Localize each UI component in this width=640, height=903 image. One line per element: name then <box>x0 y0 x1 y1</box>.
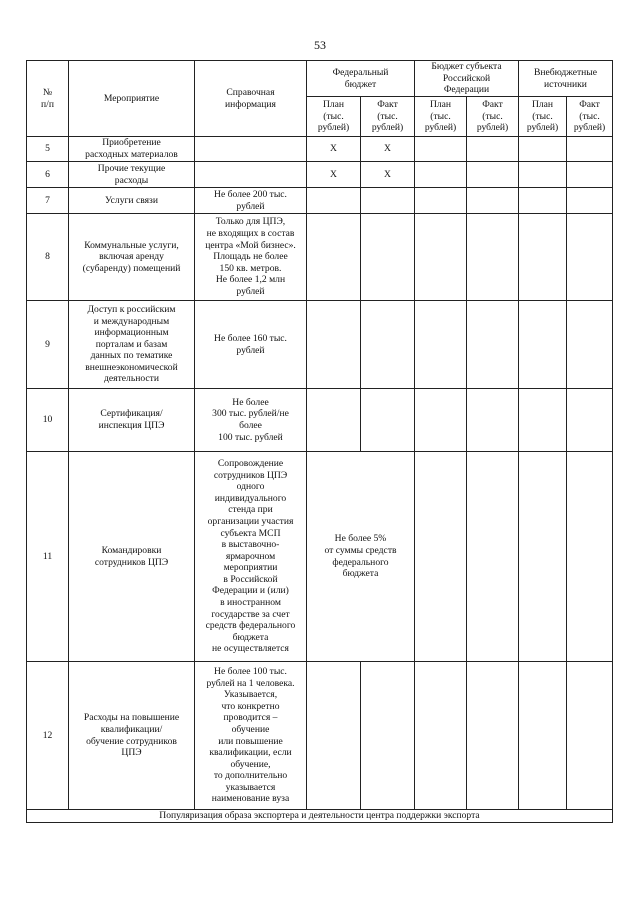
header-reg-fact: Факт (тыс. рублей) <box>467 97 519 137</box>
row-measure: Приобретение расходных материалов <box>69 137 195 162</box>
row-ext-fact <box>567 452 613 662</box>
row-measure: Коммунальные услуги, включая аренду (субаренду) помещений <box>69 214 195 301</box>
row-reg-fact <box>467 137 519 162</box>
row-reg-fact <box>467 662 519 810</box>
table-row <box>27 188 613 214</box>
header-reg-plan: План (тыс. рублей) <box>415 97 467 137</box>
section-row <box>27 810 613 823</box>
row-reg-plan <box>415 214 467 301</box>
row-reg-fact <box>467 389 519 452</box>
header-measure: Мероприятие <box>69 61 195 137</box>
row-reg-fact <box>467 452 519 662</box>
row-ext-fact <box>567 188 613 214</box>
row-reg-fact <box>467 301 519 389</box>
row-info: Сопровождение сотрудников ЦПЭ одного индивидуального стенда при организации участия субъекта МСП в выставочно- ярмарочном мероприятии в Российской Федерации и (или) в иностранном государстве за счет средств федерального бюджета не осуществляется <box>195 452 307 662</box>
header-federal: Федеральный бюджет <box>307 61 415 97</box>
row-ext-fact <box>567 137 613 162</box>
table-row <box>27 662 613 810</box>
header-info: Справочная информация <box>195 61 307 137</box>
table-row <box>27 301 613 389</box>
row-fed-plan <box>307 301 361 389</box>
row-reg-plan <box>415 389 467 452</box>
row-ext-plan <box>519 452 567 662</box>
row-fed-fact <box>361 188 415 214</box>
row-ext-fact <box>567 162 613 188</box>
header-regional: Бюджет субъекта Российской Федерации <box>415 61 519 97</box>
row-ext-plan <box>519 662 567 810</box>
row-fed-plan <box>307 214 361 301</box>
row-fed-fact <box>361 301 415 389</box>
header-ext-plan: План (тыс. рублей) <box>519 97 567 137</box>
table-row <box>27 137 613 162</box>
row-fed-merged: Не более 5% от суммы средств федерального бюджета <box>307 452 415 662</box>
row-fed-plan: Х <box>307 162 361 188</box>
row-ext-fact <box>567 662 613 810</box>
table-row <box>27 162 613 188</box>
row-ext-plan <box>519 389 567 452</box>
row-reg-plan <box>415 452 467 662</box>
header-num: № п/п <box>27 61 69 137</box>
row-info: Не более 160 тыс. рублей <box>195 301 307 389</box>
table-row <box>27 452 613 662</box>
row-reg-fact <box>467 188 519 214</box>
header-row-top <box>27 61 613 97</box>
header-fed-fact: Факт (тыс. рублей) <box>361 97 415 137</box>
row-fed-fact <box>361 389 415 452</box>
row-ext-plan <box>519 137 567 162</box>
row-ext-plan <box>519 188 567 214</box>
row-measure: Доступ к российским и международным информационным порталам и базам данных по тематике внешнеэкономической деятельности <box>69 301 195 389</box>
row-reg-plan <box>415 662 467 810</box>
section-title: Популяризация образа экспортера и деятельности центра поддержки экспорта <box>27 810 613 823</box>
row-ext-fact <box>567 214 613 301</box>
row-ext-plan <box>519 214 567 301</box>
row-fed-plan <box>307 662 361 810</box>
row-reg-fact <box>467 214 519 301</box>
row-num: 10 <box>27 389 69 452</box>
row-fed-plan <box>307 188 361 214</box>
row-num: 6 <box>27 162 69 188</box>
row-num: 9 <box>27 301 69 389</box>
row-measure: Прочие текущие расходы <box>69 162 195 188</box>
row-fed-fact: Х <box>361 137 415 162</box>
row-ext-plan <box>519 301 567 389</box>
table-row <box>27 214 613 301</box>
row-fed-fact <box>361 662 415 810</box>
row-ext-fact <box>567 389 613 452</box>
row-fed-fact <box>361 214 415 301</box>
header-extra: Внебюджетные источники <box>519 61 613 97</box>
row-info: Не более 100 тыс. рублей на 1 человека. Указывается, что конкретно проводится – обучение или повышение квалификации, если обучение, то дополнительно указывается наименование вуза <box>195 662 307 810</box>
row-fed-plan: Х <box>307 137 361 162</box>
row-fed-fact: Х <box>361 162 415 188</box>
row-num: 7 <box>27 188 69 214</box>
table-row <box>27 389 613 452</box>
row-reg-fact <box>467 162 519 188</box>
budget-table <box>26 60 613 823</box>
row-info <box>195 162 307 188</box>
row-reg-plan <box>415 162 467 188</box>
row-num: 8 <box>27 214 69 301</box>
row-info: Не более 200 тыс. рублей <box>195 188 307 214</box>
row-measure: Сертификация/ инспекция ЦПЭ <box>69 389 195 452</box>
row-info <box>195 137 307 162</box>
row-reg-plan <box>415 301 467 389</box>
header-fed-plan: План (тыс. рублей) <box>307 97 361 137</box>
page-number: 53 <box>314 38 326 52</box>
row-info: Не более 300 тыс. рублей/не более 100 тыс. рублей <box>195 389 307 452</box>
row-fed-plan <box>307 389 361 452</box>
row-ext-plan <box>519 162 567 188</box>
row-info: Только для ЦПЭ, не входящих в состав центра «Мой бизнес». Площадь не более 150 кв. метров. Не более 1,2 млн рублей <box>195 214 307 301</box>
header-ext-fact: Факт (тыс. рублей) <box>567 97 613 137</box>
row-measure: Услуги связи <box>69 188 195 214</box>
row-measure: Командировки сотрудников ЦПЭ <box>69 452 195 662</box>
row-ext-fact <box>567 301 613 389</box>
row-num: 5 <box>27 137 69 162</box>
row-reg-plan <box>415 188 467 214</box>
row-num: 11 <box>27 452 69 662</box>
row-measure: Расходы на повышение квалификации/ обучение сотрудников ЦПЭ <box>69 662 195 810</box>
row-num: 12 <box>27 662 69 810</box>
row-reg-plan <box>415 137 467 162</box>
